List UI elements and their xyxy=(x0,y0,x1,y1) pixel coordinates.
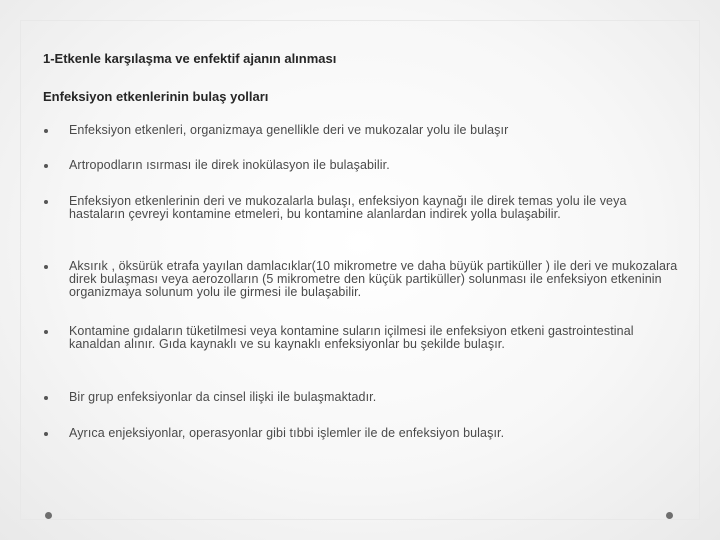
bullet-text: Bir grup enfeksiyonlar da cinsel ilişki ile bulaşmaktadır. xyxy=(69,390,377,404)
slide-subtitle: Enfeksiyon etkenlerinin bulaş yolları xyxy=(43,89,269,104)
bullet-dot-icon xyxy=(44,396,48,400)
bullet-dot-icon xyxy=(44,129,48,133)
bullet-text: Enfeksiyon etkenleri, organizmaya genellikle deri ve mukozalar yolu ile bulaşır xyxy=(69,123,509,137)
bullet-text: Enfeksiyon etkenlerinin deri ve mukozalarla bulaşı, enfeksiyon kaynağı ile direk temas yolu ile veya hastaların çevreyi kontamine etmeleri, bu kontamine alanlardan indirek yolla bulaşabilir. xyxy=(69,194,627,221)
bullet-dot-icon xyxy=(44,164,48,168)
bullet-dot-icon xyxy=(44,432,48,436)
bottom-left-corner-dot-icon xyxy=(45,512,52,519)
bullet-text: Aksırık , öksürük etrafa yayılan damlacıklar(10 mikrometre ve daha büyük partiküller ) ile deri ve mukozalara direk bulaşması veya aerozolların (5 mikrometre den küçük partiküller) solunması ile enfeksiyon etkeninin organizmaya solunum yolu ile girmesi ile bulaşabilir. xyxy=(69,259,678,299)
bullet-text: Kontamine gıdaların tüketilmesi veya kontamine suların içilmesi ile enfeksiyon etkeni gastrointestinal kanaldan alınır. Gıda kaynaklı ve su kaynaklı enfeksiyonlar bu şekilde bulaşır. xyxy=(69,324,634,351)
bottom-right-corner-dot-icon xyxy=(666,512,673,519)
bullet-text: Ayrıca enjeksiyonlar, operasyonlar gibi tıbbi işlemler ile de enfeksiyon bulaşır. xyxy=(69,426,505,440)
bullet-dot-icon xyxy=(44,265,48,269)
bullet-dot-icon xyxy=(44,330,48,334)
slide-title: 1-Etkenle karşılaşma ve enfektif ajanın alınması xyxy=(43,51,337,66)
bullet-text: Artropodların ısırması ile direk inokülasyon ile bulaşabilir. xyxy=(69,158,390,172)
bullet-dot-icon xyxy=(44,200,48,204)
